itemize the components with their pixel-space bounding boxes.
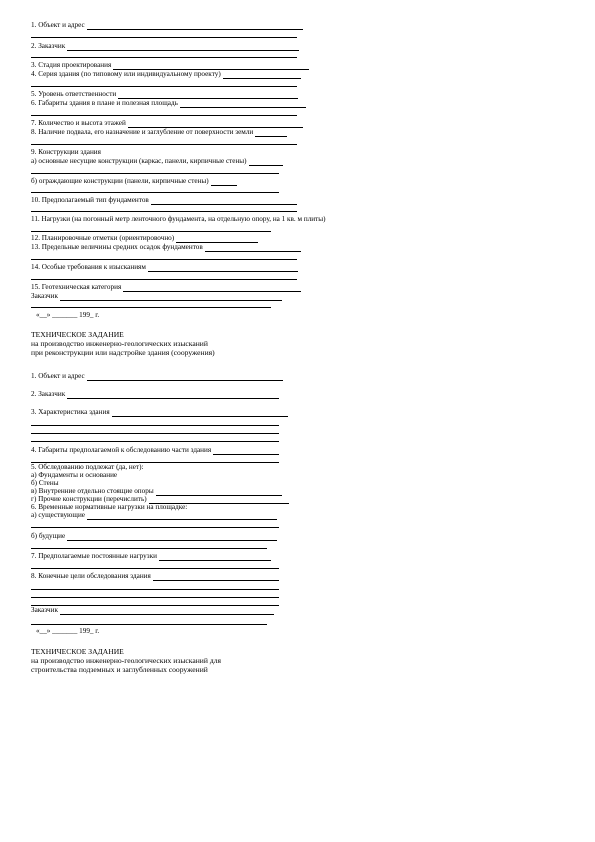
form1-bearing-structures-line [31, 157, 283, 166]
form1-geotech-category-field[interactable] [123, 284, 301, 292]
form1-enclosing-structures-line [31, 177, 237, 186]
form1-enclosing-structures-label: б) ограждающие конструкции (панели, кирпичные стены) [31, 177, 209, 185]
form2-blank-line[interactable] [31, 548, 267, 549]
form2-other-structures-label: г) Прочие конструкции (перечислить) [31, 495, 147, 503]
form1-structures-label: 9. Конструкции здания [31, 148, 101, 156]
form1-loads-line [31, 215, 326, 224]
form2-subtitle: при реконструкции или надстройке здания (сооружения) [31, 348, 215, 357]
form2-future-loads-line [31, 532, 277, 541]
form3-subtitle: на производство инженерно-геологических изысканий для [31, 656, 221, 665]
form1-customer-signature-label: Заказчик [31, 292, 59, 300]
form1-building-series-line [31, 70, 301, 79]
form2-object-address-line [31, 372, 283, 381]
form1-settlement-line [31, 243, 301, 252]
form2-customer-label: 2. Заказчик [31, 390, 66, 398]
form1-blank-line[interactable] [31, 192, 279, 193]
form2-existing-loads-label: а) существующие [31, 511, 85, 519]
form1-object-address-line [31, 21, 303, 30]
form1-dimensions-field[interactable] [180, 100, 306, 108]
form2-object-address-label: 1. Объект и адрес [31, 372, 85, 380]
form2-existing-loads-field[interactable] [87, 512, 277, 520]
form2-inspection-label: 5. Обследованию подлежат (да, нет): [31, 463, 144, 471]
form2-date-line [36, 627, 99, 636]
form1-object-address-field[interactable] [87, 22, 303, 30]
form1-special-requirements-line [31, 263, 298, 272]
form2-title: ТЕХНИЧЕСКОЕ ЗАДАНИЕ [31, 330, 124, 339]
form1-blank-line[interactable] [31, 144, 297, 145]
form2-walls-label: б) Стены [31, 479, 59, 487]
form1-blank-line[interactable] [31, 86, 297, 87]
form1-enclosing-structures-field[interactable] [211, 178, 237, 186]
form2-dimensions-field[interactable] [213, 447, 279, 455]
form2-temporary-loads-label: 6. Временные нормативные нагрузки на площадке: [31, 503, 188, 511]
form1-special-requirements-field[interactable] [148, 264, 298, 272]
form1-blank-line[interactable] [31, 279, 297, 280]
form1-special-requirements-label: 14. Особые требования к изысканиям [31, 263, 146, 271]
form1-settlement-field[interactable] [205, 244, 301, 252]
form1-building-series-label: 4. Серия здания (по типовому или индивидуальному проекту) [31, 70, 221, 78]
form1-dimensions-label: 6. Габариты здания в плане и полезная площадь [31, 99, 178, 107]
form3-subtitle: строительства подземных и заглубленных сооружений [31, 665, 208, 674]
form1-design-stage-label: 3. Стадия проектирования [31, 61, 112, 69]
form2-subtitle: на производство инженерно-геологических изысканий [31, 339, 208, 348]
form1-blank-line[interactable] [31, 115, 297, 116]
form1-foundation-type-label: 10. Предполагаемый тип фундаментов [31, 196, 149, 204]
form2-dimensions-line [31, 446, 279, 455]
form2-dimensions-label: 4. Габариты предполагаемой к обследованию части здания [31, 446, 212, 454]
form1-date-line [36, 311, 99, 320]
form1-blank-line[interactable] [31, 57, 297, 58]
form2-future-loads-label: б) будущие [31, 532, 66, 540]
form1-customer-label: 2. Заказчик [31, 42, 66, 50]
form1-loads-label: 11. Нагрузки (на погонный метр ленточного фундамента, на отдельную опору, на 1 кв. м плиты) [31, 215, 326, 223]
form1-blank-line[interactable] [31, 259, 297, 260]
form2-blank-line[interactable] [31, 624, 267, 625]
form2-blank-line[interactable] [31, 568, 279, 569]
form1-grade-marks-field[interactable] [176, 235, 258, 243]
form2-customer-field[interactable] [67, 391, 279, 399]
form1-bearing-structures-label: а) основные несущие конструкции (каркас, панели, кирпичные стены) [31, 157, 247, 165]
form1-grade-marks-line [31, 234, 258, 243]
form2-customer-signature-line [31, 606, 274, 615]
form2-permanent-loads-field[interactable] [159, 553, 271, 561]
form1-basement-line [31, 128, 287, 137]
form2-goals-line [31, 572, 279, 581]
form1-bearing-structures-field[interactable] [249, 158, 283, 166]
form1-geotech-category-line [31, 283, 301, 292]
form1-settlement-label: 13. Предельные величины средних осадок фундаментов [31, 243, 203, 251]
form2-customer-signature-label: Заказчик [31, 606, 59, 614]
form1-customer-signature-field[interactable] [60, 293, 282, 301]
form1-object-address-label: 1. Объект и адрес [31, 21, 85, 29]
form1-design-stage-field[interactable] [113, 62, 309, 70]
form2-permanent-loads-line [31, 552, 271, 561]
form1-structures-line [31, 148, 101, 157]
form1-blank-line[interactable] [31, 211, 297, 212]
form1-blank-line[interactable] [31, 307, 271, 308]
form2-object-address-field[interactable] [87, 373, 283, 381]
form1-floors-field[interactable] [128, 120, 303, 128]
form2-customer-line [31, 390, 279, 399]
form1-building-series-field[interactable] [223, 71, 301, 79]
form2-supports-label: в) Внутренние отдельно стоящие опоры [31, 487, 154, 495]
form1-blank-line[interactable] [31, 37, 297, 38]
form2-building-characteristics-label: 3. Характеристика здания [31, 408, 110, 416]
form2-blank-line[interactable] [31, 425, 279, 426]
form1-floors-label: 7. Количество и высота этажей [31, 119, 126, 127]
form1-responsibility-line [31, 90, 298, 99]
form1-floors-line [31, 119, 303, 128]
form2-future-loads-field[interactable] [67, 533, 277, 541]
form1-blank-line[interactable] [31, 173, 279, 174]
form1-responsibility-label: 5. Уровень ответственности [31, 90, 117, 98]
form2-blank-line[interactable] [31, 527, 279, 528]
form2-blank-line[interactable] [31, 589, 279, 590]
form2-blank-line[interactable] [31, 433, 279, 434]
form2-building-characteristics-field[interactable] [112, 409, 288, 417]
form2-blank-line[interactable] [31, 441, 279, 442]
form2-permanent-loads-label: 7. Предполагаемые постоянные нагрузки [31, 552, 157, 560]
form1-dimensions-line [31, 99, 306, 108]
form1-foundation-type-field[interactable] [151, 197, 297, 205]
form1-basement-label: 8. Наличие подвала, его назначение и заглубление от поверхности земли [31, 128, 254, 136]
form1-date: «__» _______ 199_ г. [36, 311, 100, 319]
form1-geotech-category-label: 15. Геотехническая категория [31, 283, 122, 291]
form2-existing-loads-line [31, 511, 277, 520]
form2-foundations-label: а) Фундаменты и основание [31, 471, 118, 479]
form1-responsibility-field[interactable] [118, 91, 298, 99]
form2-goals-label: 8. Конечные цели обследования здания [31, 572, 151, 580]
form1-grade-marks-label: 12. Планировочные отметки (ориентировочно) [31, 234, 175, 242]
form1-customer-field[interactable] [67, 43, 299, 51]
form2-blank-line[interactable] [31, 597, 279, 598]
form1-design-stage-line [31, 61, 309, 70]
form2-date: «__» _______ 199_ г. [36, 627, 100, 635]
form3-title: ТЕХНИЧЕСКОЕ ЗАДАНИЕ [31, 647, 124, 656]
form2-goals-field[interactable] [153, 573, 279, 581]
form1-customer-line [31, 42, 299, 51]
form1-blank-line[interactable] [31, 231, 271, 232]
form1-foundation-type-line [31, 196, 297, 205]
form1-customer-signature-line [31, 292, 282, 301]
form1-basement-field[interactable] [255, 129, 287, 137]
form2-building-characteristics-line [31, 408, 288, 417]
form2-customer-signature-field[interactable] [60, 607, 274, 615]
